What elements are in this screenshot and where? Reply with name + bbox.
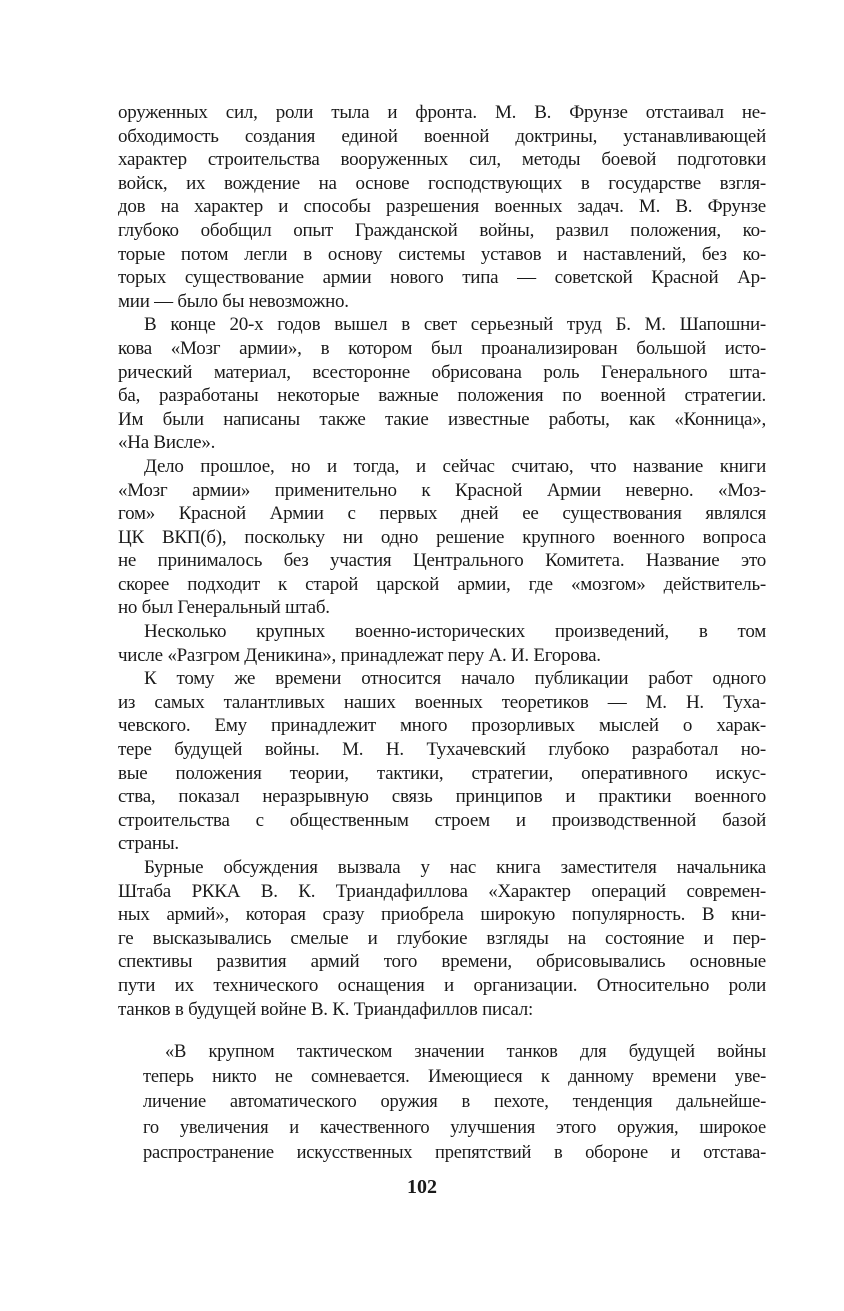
- text-line: характер строительства вооруженных сил, методы боевой подготовки: [118, 149, 766, 171]
- paragraph: [118, 313, 766, 455]
- text-line: не принималось без участия Центрального Комитета. Название это: [118, 550, 766, 572]
- text-line: личение автоматического оружия в пехоте, тенденция дальнейше-: [143, 1092, 766, 1113]
- text-line: В конце 20-х годов вышел в свет серьезный труд Б. М. Шапошни-: [144, 314, 766, 336]
- text-line: из самых талантливых наших военных теоретиков — М. Н. Туха-: [118, 691, 766, 713]
- text-line: Дело прошлое, но и тогда, и сейчас считаю, что название книги: [144, 455, 766, 477]
- text-line: гом» Красной Армии с первых дней ее существования являлся: [118, 503, 766, 525]
- text-line: войск, их вождение на основе господствующих в государстве взгля-: [118, 172, 766, 194]
- text-line: спективы развития армий того времени, обрисовывались основные: [118, 951, 766, 973]
- text-line: обходимость создания единой военной доктрины, устанавливающей: [118, 125, 766, 147]
- text-line: ба, разработаны некоторые важные положения по военной стратегии.: [118, 385, 766, 407]
- text-line: Несколько крупных военно-исторических произведений, в том: [144, 621, 766, 643]
- paragraph: [118, 455, 766, 620]
- text-line: но был Генеральный штаб.: [118, 597, 330, 619]
- text-line: ных армий», которая сразу приобрела широкую популярность. В кни-: [118, 904, 766, 926]
- body-text: [118, 101, 766, 1021]
- text-line: теперь никто не сомневается. Имеющиеся к данному времени уве-: [143, 1067, 766, 1088]
- text-line: го увеличения и качественного улучшения этого оружия, широкое: [143, 1117, 766, 1138]
- page-number: 102: [407, 1176, 437, 1198]
- text-line: пути их технического оснащения и организации. Относительно роли: [118, 974, 766, 996]
- text-line: Штаба РККА В. К. Триандафиллова «Характер операций современ-: [118, 880, 766, 902]
- text-line: вые положения теории, тактики, стратегии, оперативного искус-: [118, 762, 766, 784]
- text-line: тере будущей войны. М. Н. Тухачевский глубоко разработал но-: [118, 739, 766, 761]
- text-line: Бурные обсуждения вызвала у нас книга заместителя начальника: [144, 857, 766, 878]
- text-line: танков в будущей войне В. К. Триандафиллов писал:: [118, 998, 533, 1020]
- text-line: ге высказывались смелые и глубокие взгляды на состояние и пер-: [118, 927, 766, 949]
- text-line: Им были написаны также такие известные работы, как «Конница»,: [118, 408, 766, 430]
- text-line: распространение искусственных препятствий в обороне и отстава-: [143, 1142, 766, 1163]
- text-line: «В крупном тактическом значении танков для будущей войны: [165, 1042, 766, 1062]
- text-line: рический материал, всесторонне обрисована роль Генерального шта-: [118, 361, 766, 383]
- text-line: глубоко обобщил опыт Гражданской войны, развил положения, ко-: [118, 219, 766, 241]
- text-line: скорее подходит к старой царской армии, где «мозгом» действитель-: [118, 573, 766, 595]
- text-line: оруженных сил, роли тыла и фронта. М. В. Фрунзе отстаивал не-: [118, 102, 766, 123]
- text-line: мии — было бы невозможно.: [118, 290, 349, 312]
- text-line: страны.: [118, 833, 179, 855]
- paragraph: [118, 856, 766, 1021]
- text-line: строительства с общественным строем и производственной базой: [118, 809, 766, 831]
- text-line: «На Висле».: [118, 432, 216, 454]
- text-line: чевского. Ему принадлежит много прозорливых мыслей о харак-: [118, 715, 766, 737]
- block-quote: [143, 1040, 766, 1166]
- text-line: торые потом легли в основу системы уставов и наставлений, без ко-: [118, 243, 766, 265]
- text-line: числе «Разгром Деникина», принадлежат перу А. И. Егорова.: [118, 644, 601, 666]
- paragraph: [118, 620, 766, 667]
- text-line: торых существование армии нового типа — советской Красной Ар-: [118, 267, 766, 289]
- text-line: ства, показал неразрывную связь принципов и практики военного: [118, 786, 766, 808]
- text-line: дов на характер и способы разрешения военных задач. М. В. Фрунзе: [118, 196, 766, 218]
- text-line: кова «Мозг армии», в котором был проанализирован большой исто-: [118, 337, 766, 359]
- text-line: К тому же времени относится начало публикации работ одного: [144, 668, 766, 690]
- text-line: «Мозг армии» применительно к Красной Армии неверно. «Моз-: [118, 479, 766, 501]
- text-line: ЦК ВКП(б), поскольку ни одно решение крупного военного вопроса: [118, 526, 766, 548]
- paragraph: [118, 667, 766, 856]
- paragraph: [118, 101, 766, 313]
